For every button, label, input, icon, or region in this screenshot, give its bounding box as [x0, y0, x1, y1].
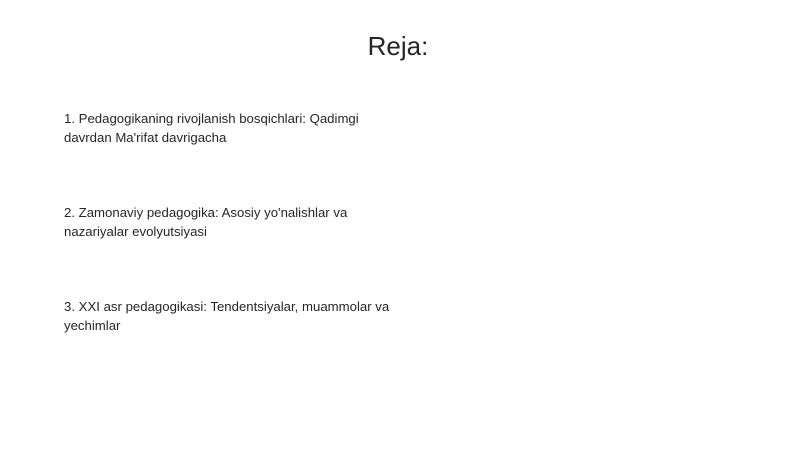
slide-title: Reja: — [367, 31, 429, 61]
agenda-item-1: 1. Pedagogikaning rivojlanish bosqichlari: Qadimgi davrdan Ma'rifat davrigacha — [64, 111, 359, 145]
agenda-item-2: 2. Zamonaviy pedagogika: Asosiy yo'nalishlar va nazariyalar evolyutsiyasi — [64, 205, 348, 239]
agenda-item-3: 3. XXI asr pedagogikasi: Tendentsiyalar, muammolar va yechimlar — [64, 299, 390, 333]
